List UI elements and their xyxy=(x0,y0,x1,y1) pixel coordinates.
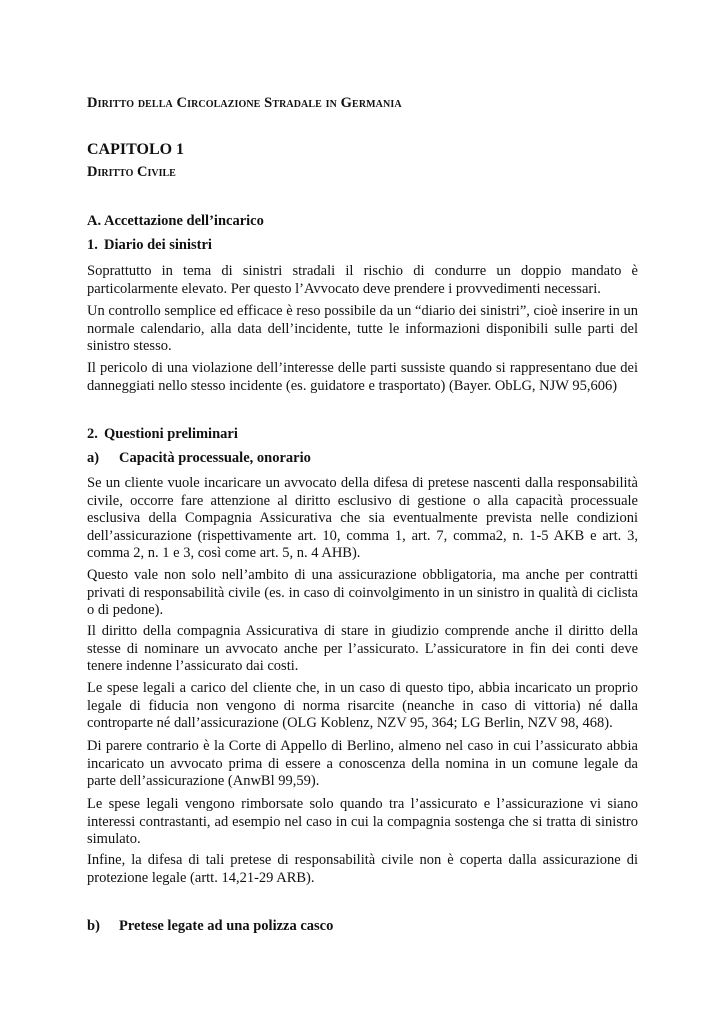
chapter-subtitle: Diritto Civile xyxy=(87,164,176,180)
section-2-number: 2. xyxy=(87,426,98,442)
section-2b-number: b) xyxy=(87,918,100,934)
paragraph: Il diritto della compagnia Assicurativa di stare in giudizio comprende anche il diritto della stesse di nominare un avvocato anche per l’assicurato. L’assicuratore in fin dei conti deve tenere indenne l’assicurato dai costi. xyxy=(87,623,638,674)
section-2a-number: a) xyxy=(87,450,100,466)
section-2-title: Questioni preliminari xyxy=(104,426,238,442)
paragraph: Un controllo semplice ed efficace è reso possibile da un “diario dei sinistri”, cioè inserire in un normale calendario, alla data dell’incidente, tutte le informazioni disponibili sulle parti del sinistro stesso. xyxy=(87,303,638,354)
paragraph: Questo vale non solo nell’ambito di una assicurazione obbligatoria, ma anche per contratti privati di responsabilità civile (es. in caso di coinvolgimento in un sinistro in qualità di ciclista o di pedone). xyxy=(87,567,638,618)
document-page xyxy=(87,0,638,1024)
section-1-title: Diario dei sinistri xyxy=(104,237,212,253)
chapter-title: CAPITOLO 1 xyxy=(87,141,185,158)
running-header: Diritto della Circolazione Stradale in Germania xyxy=(87,95,402,111)
paragraph: Soprattutto in tema di sinistri stradali il rischio di condurre un doppio mandato è particolarmente elevato. Per questo l’Avvocato deve prendere i provvedimenti necessari. xyxy=(87,263,638,297)
paragraph: Le spese legali a carico del cliente che, in un caso di questo tipo, abbia incaricato un proprio legale di fiducia non vengono di norma risarcite (neanche in caso di vittoria) né dalla controparte né dall’assicurazione (OLG Koblenz, NZV 95, 364; LG Berlin, NZV 98, 468). xyxy=(87,680,638,731)
section-2b-title: Pretese legate ad una polizza casco xyxy=(119,918,334,934)
section-a-number: A. xyxy=(87,213,102,229)
section-2b-heading xyxy=(87,918,333,935)
paragraph: Infine, la difesa di tali pretese di responsabilità civile non è coperta dalla assicurazione di protezione legale (artt. 14,21-29 ARB). xyxy=(87,852,638,886)
section-a-heading xyxy=(87,213,264,230)
paragraph: Le spese legali vengono rimborsate solo quando tra l’assicurato e l’assicurazione vi siano interessi contrastanti, ad esempio nel caso in cui la compagnia sostenga che si tratta di sinistro simulato. xyxy=(87,796,638,847)
paragraph: Il pericolo di una violazione dell’interesse delle parti sussiste quando si rappresentano due dei danneggiati nello stesso incidente (es. guidatore e trasportato) (Bayer. ObLG, NJW 95,606) xyxy=(87,360,638,394)
section-a-title: Accettazione dell’incarico xyxy=(104,213,264,229)
section-2a-heading xyxy=(87,450,311,467)
section-1-heading xyxy=(87,237,212,254)
paragraph: Di parere contrario è la Corte di Appello di Berlino, almeno nel caso in cui l’assicurato abbia incaricato un avvocato prima di essere a conoscenza della nomina in un comune legale da parte dell’assicurazione (AnwBl 99,59). xyxy=(87,738,638,789)
section-1-number: 1. xyxy=(87,237,98,253)
section-2a-title: Capacità processuale, onorario xyxy=(119,450,311,466)
section-2-heading xyxy=(87,426,238,443)
paragraph: Se un cliente vuole incaricare un avvocato della difesa di pretese nascenti dalla responsabilità civile, occorre fare attenzione al diritto esclusivo di gestione o alla capacità processuale esclusiva della Compagnia Assicurativa che sia eventualmente prevista nelle condizioni dell’assicurazione (rispettivamente art. 10, comma 1, art. 7, comma2, n. 1-5 AKB e art. 3, comma 2, n. 1 e 3, così come art. 5, n. 4 AHB). xyxy=(87,475,638,561)
